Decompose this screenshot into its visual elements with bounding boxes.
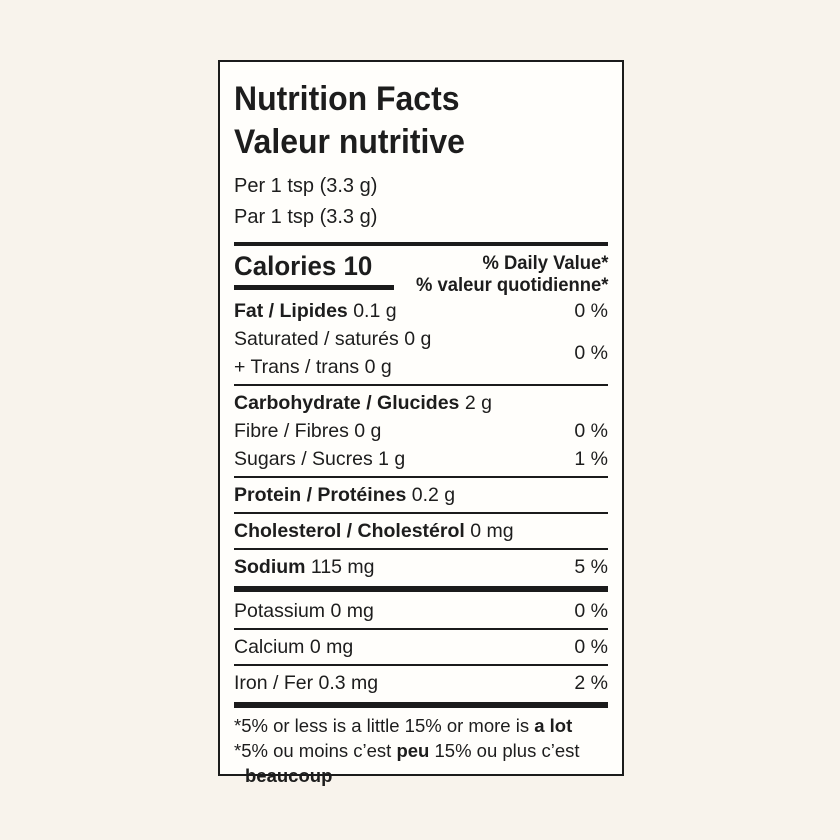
divider-thin (234, 384, 608, 386)
calories-underbar (234, 285, 394, 290)
row-potassium-label: Potassium 0 mg (234, 600, 374, 622)
row-sugars-label: Sugars / Sucres 1 g (234, 448, 406, 470)
divider-heavy-bottom (234, 702, 608, 708)
daily-value-header-fr: % valeur quotidienne* (415, 275, 608, 296)
calories-section (234, 251, 608, 297)
row-cholesterol (234, 517, 608, 545)
daily-value-header (415, 253, 608, 297)
calories-value: Calories 10 (234, 251, 373, 281)
divider-thin (234, 628, 608, 630)
row-protein-label: Protein / Protéines 0.2 g (234, 484, 456, 506)
row-fat-label: Fat / Lipides 0.1 g (234, 300, 397, 322)
row-sodium-label: Sodium 115 mg (234, 556, 375, 578)
footnote-fr: *5% ou moins c’est peu 15% ou plus c’est beaucoup (234, 740, 580, 786)
row-sugars (234, 445, 608, 473)
row-protein (234, 481, 608, 509)
row-carbohydrate-label: Carbohydrate / Glucides 2 g (234, 392, 492, 414)
divider-heavy-top (234, 242, 608, 246)
row-iron (234, 669, 608, 697)
nutrition-facts-label (218, 60, 624, 786)
row-saturated-trans (234, 325, 608, 381)
row-sodium-dv: 5 % (574, 556, 608, 578)
row-saturated-trans-dv: 0 % (574, 342, 608, 364)
row-sodium (234, 553, 608, 581)
row-fat-dv: 0 % (574, 300, 608, 322)
row-calcium (234, 633, 608, 661)
row-saturated-label: Saturated / saturés 0 g (234, 328, 432, 350)
row-calcium-dv: 0 % (574, 636, 608, 658)
title-fr: Valeur nutritive (234, 123, 465, 161)
calories-column (234, 251, 394, 290)
row-cholesterol-label: Cholesterol / Cholestérol 0 mg (234, 520, 514, 542)
row-sugars-dv: 1 % (574, 448, 608, 470)
row-fibre (234, 417, 608, 445)
title-en: Nutrition Facts (234, 80, 460, 118)
row-iron-dv: 2 % (574, 672, 608, 694)
row-potassium-dv: 0 % (574, 600, 608, 622)
footnote-en: *5% or less is a little 15% or more is a lot (234, 715, 573, 736)
row-fibre-label: Fibre / Fibres 0 g (234, 420, 382, 442)
row-fibre-dv: 0 % (574, 420, 608, 442)
divider-thin (234, 548, 608, 550)
row-trans-label: + Trans / trans 0 g (234, 356, 392, 378)
row-potassium (234, 597, 608, 625)
row-calcium-label: Calcium 0 mg (234, 636, 354, 658)
divider-thin (234, 512, 608, 514)
daily-value-header-en: % Daily Value* (481, 253, 608, 274)
row-fat (234, 297, 608, 325)
serving-size-en: Per 1 tsp (3.3 g) (234, 175, 378, 197)
row-iron-label: Iron / Fer 0.3 mg (234, 672, 379, 694)
serving-size-fr: Par 1 tsp (3.3 g) (234, 206, 378, 228)
saturated-trans-labels (234, 325, 431, 381)
divider-heavy (234, 586, 608, 592)
divider-thin (234, 664, 608, 666)
divider-thin (234, 476, 608, 478)
row-carbohydrate (234, 389, 608, 417)
